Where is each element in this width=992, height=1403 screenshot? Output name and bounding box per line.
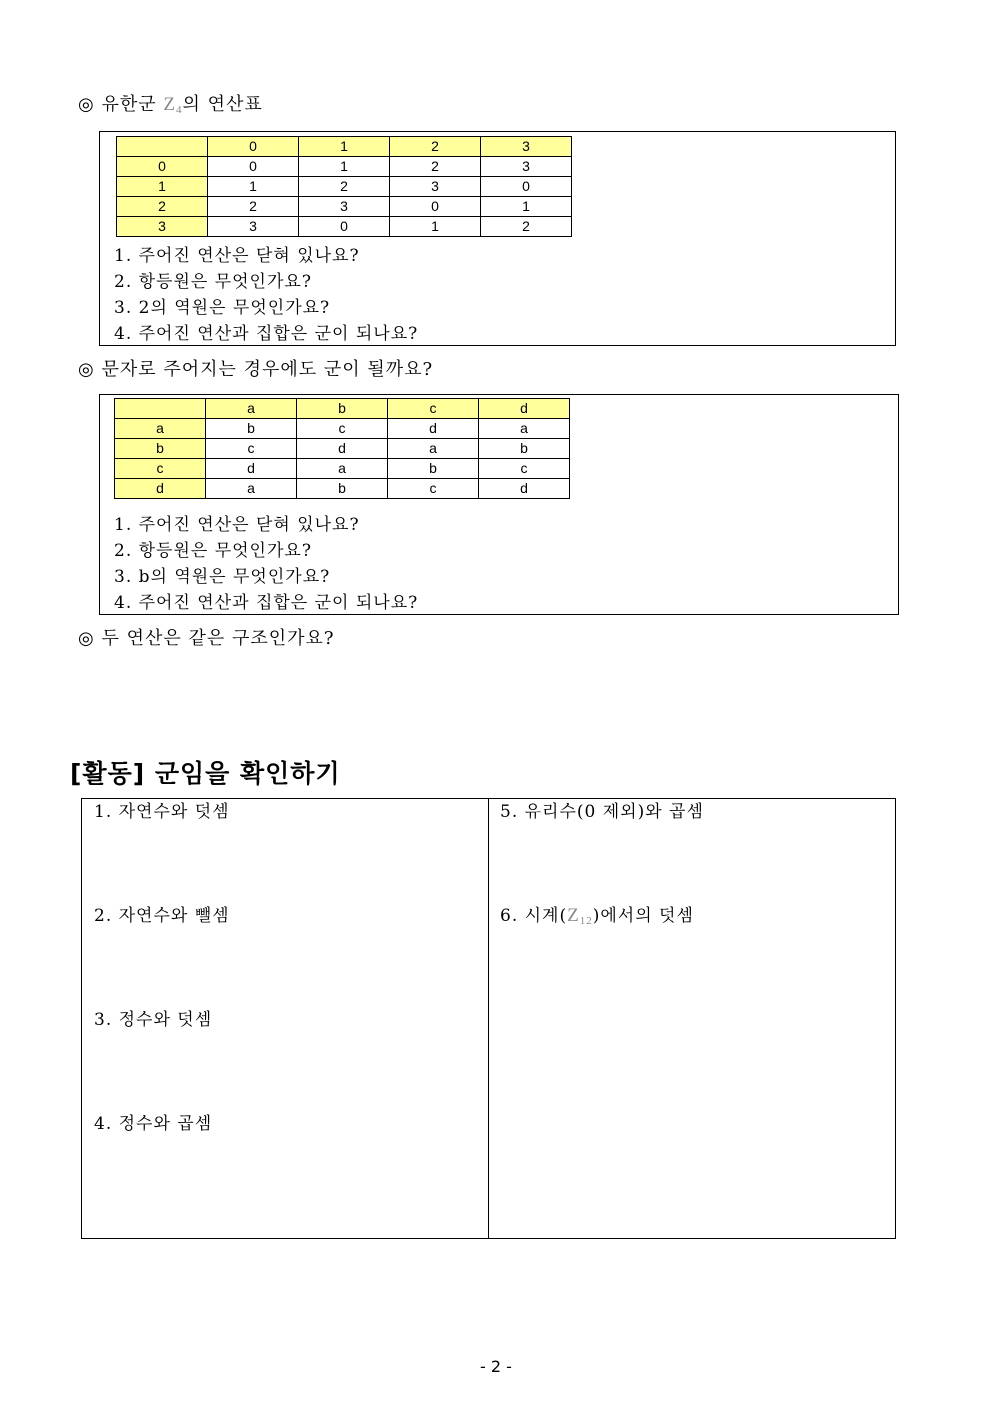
section2-header-cell: c	[388, 399, 479, 419]
section1-row-label: 3	[117, 217, 208, 237]
section2-questions	[114, 512, 418, 616]
section1-row-label: 1	[117, 177, 208, 197]
section1-cell: 3	[481, 157, 572, 177]
question-item: 2. 항등원은 무엇인가요?	[114, 541, 312, 561]
section2-header-cell	[115, 399, 206, 419]
section1-cell: 0	[390, 197, 481, 217]
question-item: 2. 항등원은 무엇인가요?	[114, 272, 312, 292]
z4-operation-table	[116, 136, 572, 237]
section2-row	[115, 439, 570, 459]
section2-cell: d	[206, 459, 297, 479]
section2-cell: d	[388, 419, 479, 439]
section1-row-label: 0	[117, 157, 208, 177]
section1-title-post: 의 연산표	[182, 94, 263, 115]
activity-item-4: 4. 정수와 곱셈	[94, 1114, 213, 1134]
section1-row	[117, 157, 572, 177]
section2-row-label: a	[115, 419, 206, 439]
z12-symbol: $Z_{12}$	[567, 905, 593, 927]
section1-header-cell: 1	[299, 137, 390, 157]
bullet-icon: ◎	[78, 94, 95, 115]
question-item: 1. 주어진 연산은 닫혀 있나요?	[114, 515, 360, 535]
section2-cell: a	[297, 459, 388, 479]
section1-cell: 0	[481, 177, 572, 197]
section1-row	[117, 137, 572, 157]
section2-cell: d	[297, 439, 388, 459]
activity-item-2: 2. 자연수와 뺄셈	[94, 906, 230, 926]
section2-row	[115, 459, 570, 479]
section1-cell: 1	[390, 217, 481, 237]
section2-heading	[78, 358, 433, 382]
section2-cell: b	[388, 459, 479, 479]
section1-cell: 2	[481, 217, 572, 237]
page-number: - 2 -	[480, 1357, 512, 1376]
section1-questions	[114, 243, 418, 347]
section3-title: 두 연산은 같은 구조인가요?	[101, 628, 335, 649]
section1-cell: 1	[481, 197, 572, 217]
section1-cell: 3	[208, 217, 299, 237]
section1-header-cell: 2	[390, 137, 481, 157]
activity-title: [활동] 군임을 확인하기	[70, 759, 341, 788]
section2-cell: c	[297, 419, 388, 439]
section2-box	[99, 394, 899, 615]
section1-cell: 1	[208, 177, 299, 197]
section2-header-cell: b	[297, 399, 388, 419]
activity-item-3: 3. 정수와 덧셈	[94, 1010, 213, 1030]
section1-header-cell: 3	[481, 137, 572, 157]
section1-box	[99, 131, 896, 346]
activity-item-6: 6. 시계$(Z_{12})$에서의 덧셈	[500, 905, 694, 927]
question-item: 3. 2의 역원은 무엇인가요?	[114, 298, 331, 318]
section1-cell: 1	[299, 157, 390, 177]
section1-cell: 0	[208, 157, 299, 177]
letter-operation-table	[114, 398, 570, 499]
activity-divider	[488, 799, 489, 1238]
question-item: 4. 주어진 연산과 집합은 군이 되나요?	[114, 593, 419, 613]
question-item: 4. 주어진 연산과 집합은 군이 되나요?	[114, 324, 419, 344]
section2-cell: c	[388, 479, 479, 499]
section1-title-pre: 유한군	[101, 94, 157, 115]
section1-header-cell: 0	[208, 137, 299, 157]
section2-row	[115, 479, 570, 499]
section1-cell: 2	[299, 177, 390, 197]
section2-cell: b	[479, 439, 570, 459]
section1-cell: 3	[390, 177, 481, 197]
section2-row-label: c	[115, 459, 206, 479]
question-item: 1. 주어진 연산은 닫혀 있나요?	[114, 246, 360, 266]
section2-header-cell: d	[479, 399, 570, 419]
z4-symbol: $Z_4$	[163, 94, 183, 116]
section2-header-cell: a	[206, 399, 297, 419]
section1-header-cell	[117, 137, 208, 157]
bullet-icon: ◎	[78, 628, 95, 649]
section1-cell: 2	[390, 157, 481, 177]
section1-row-label: 2	[117, 197, 208, 217]
section2-row-label: d	[115, 479, 206, 499]
question-item: 3. b의 역원은 무엇인가요?	[114, 567, 331, 587]
section1-row	[117, 197, 572, 217]
activity-item-5: 5. 유리수(0 제외)와 곱셈	[500, 802, 704, 822]
activity-item-1: 1. 자연수와 덧셈	[94, 802, 230, 822]
section1-cell: 3	[299, 197, 390, 217]
section2-row-label: b	[115, 439, 206, 459]
section1-row	[117, 177, 572, 197]
section2-cell: d	[479, 479, 570, 499]
section2-cell: b	[297, 479, 388, 499]
bullet-icon: ◎	[78, 359, 95, 380]
section1-cell: 2	[208, 197, 299, 217]
section2-cell: a	[388, 439, 479, 459]
section2-row	[115, 399, 570, 419]
section1-row	[117, 217, 572, 237]
section2-cell: b	[206, 419, 297, 439]
section1-heading	[78, 93, 263, 122]
section3-heading	[78, 627, 335, 651]
section2-row	[115, 419, 570, 439]
section2-cell: a	[479, 419, 570, 439]
section1-cell: 0	[299, 217, 390, 237]
section2-cell: c	[206, 439, 297, 459]
section2-title: 문자로 주어지는 경우에도 군이 될까요?	[101, 359, 434, 380]
section2-cell: a	[206, 479, 297, 499]
section2-cell: c	[479, 459, 570, 479]
activity-box	[81, 798, 896, 1239]
